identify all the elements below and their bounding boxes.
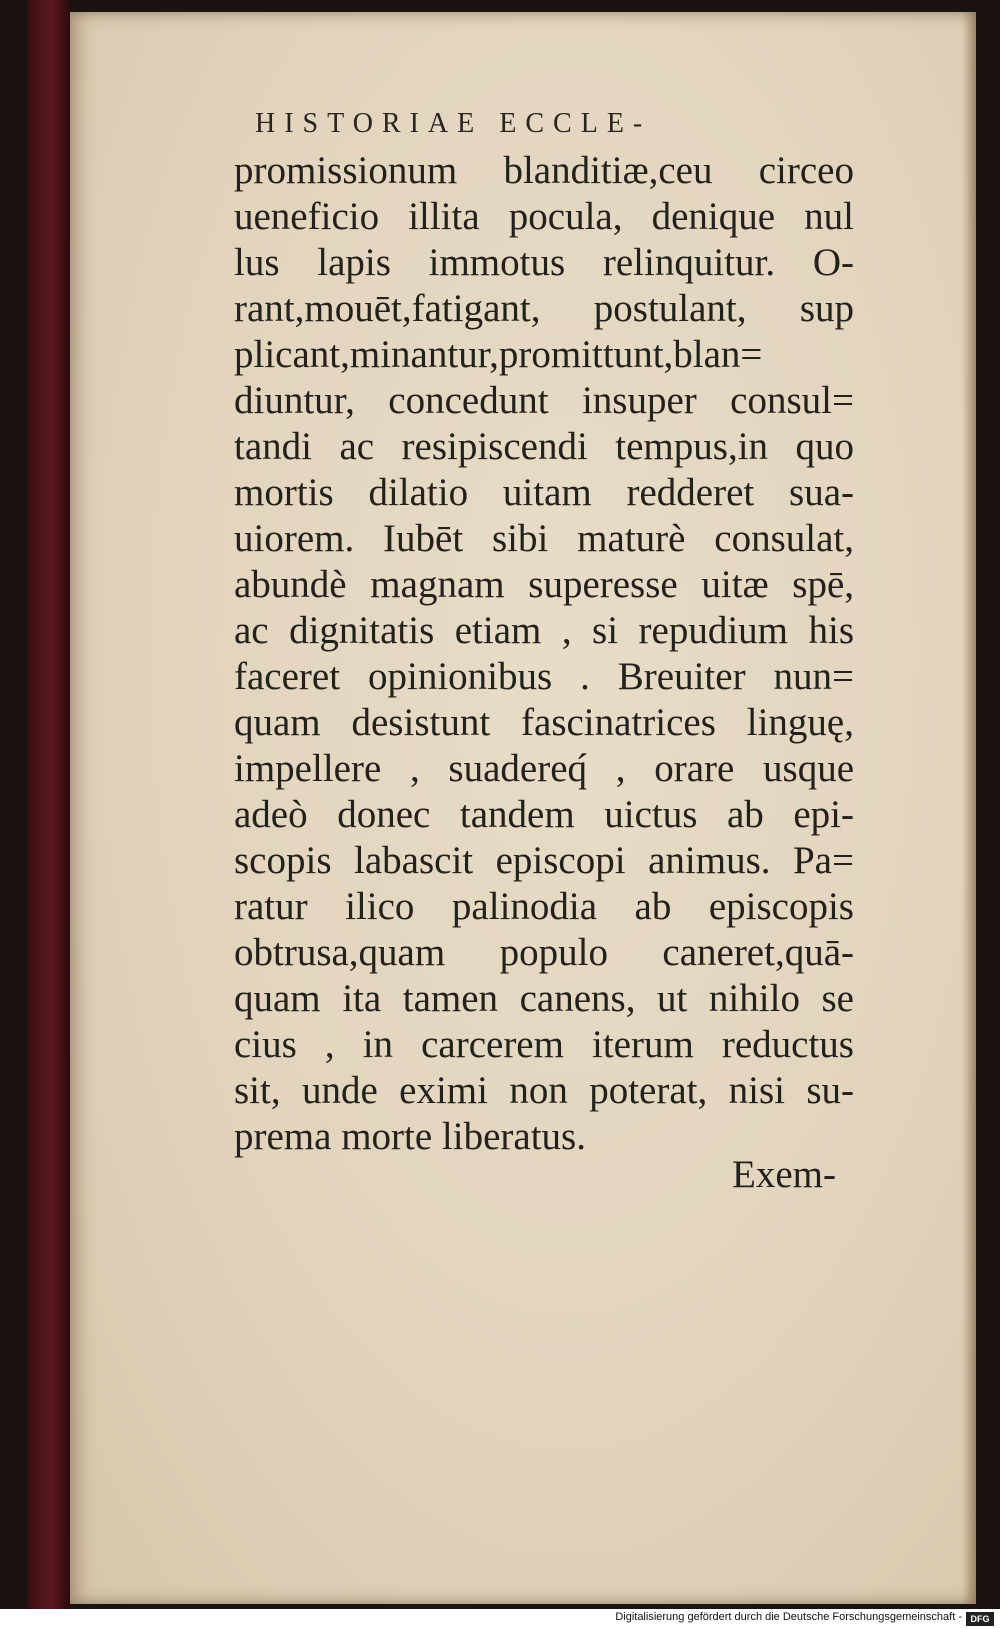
text-line: uiorem. Iubēt sibi maturè consulat, — [234, 517, 854, 560]
text-line: scopis labascit episcopi animus. Pa= — [234, 839, 854, 882]
text-line: ac dignitatis etiam , si repudium his — [234, 609, 854, 652]
dfg-logo-icon: DFG — [966, 1612, 994, 1626]
text-line: impellere , suadereq́ , orare usque — [234, 747, 854, 790]
text-line: tandi ac resipiscendi tempus,in quo — [234, 425, 854, 468]
text-line: cius , in carcerem iterum reductus — [234, 1023, 854, 1066]
text-line: sit, unde eximi non poterat, nisi su- — [234, 1069, 854, 1112]
footer-credit: Digitalisierung gefördert durch die Deutsche Forschungsgemeinschaft - — [615, 1611, 962, 1623]
text-line: prema morte liberatus. — [234, 1115, 586, 1158]
text-line: quam ita tamen canens, ut nihilo se — [234, 977, 854, 1020]
catchword: Exem- — [732, 1153, 836, 1196]
text-line: lus lapis immotus relinquitur. O- — [234, 241, 854, 284]
footer-bar — [0, 1609, 1000, 1629]
text-line: mortis dilatio uitam redderet sua- — [234, 471, 854, 514]
show-through-bleed — [310, 1210, 870, 1270]
text-block — [234, 148, 854, 1160]
text-line: abundè magnam superesse uitæ spē, — [234, 563, 854, 606]
text-line: quam desistunt fascinatrices linguę, — [234, 701, 854, 744]
text-line: diuntur, concedunt insuper consul= — [234, 379, 854, 422]
text-line: ueneficio illita pocula, denique nul — [234, 195, 854, 238]
text-line: plicant,minantur,promittunt,blan= — [234, 333, 763, 376]
text-line: ratur ilico palinodia ab episcopis — [234, 885, 854, 928]
text-line: obtrusa,quam populo caneret,quā- — [234, 931, 854, 974]
text-line: rant,mouēt,fatigant, postulant, sup — [234, 287, 854, 330]
text-line: promissionum blanditiæ,ceu circeo — [234, 149, 854, 192]
text-line: faceret opinionibus . Breuiter nun= — [234, 655, 854, 698]
running-head: HISTORIAE ECCLE- — [255, 108, 652, 139]
page-edge-shadow — [962, 12, 976, 1604]
text-line: adeò donec tandem uictus ab epi- — [234, 793, 854, 836]
book-cover-edge — [28, 0, 70, 1610]
